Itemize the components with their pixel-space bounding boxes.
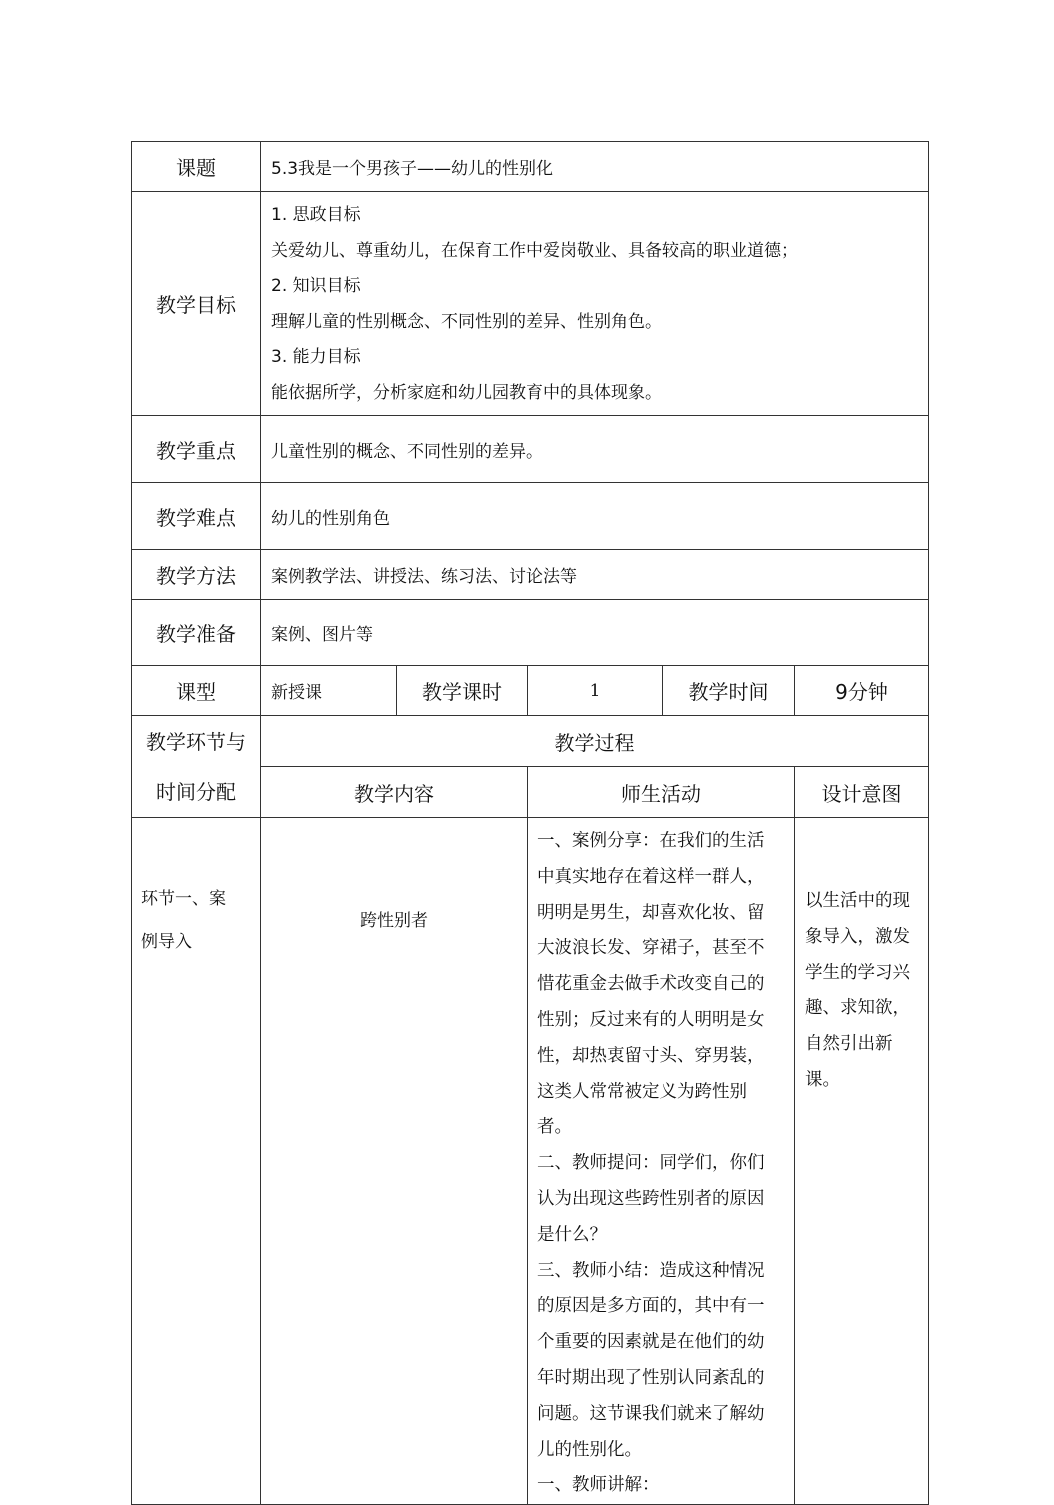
intent-line: 学生的学习兴 (805, 962, 910, 983)
course-info-row (132, 666, 929, 716)
content-header: 教学内容 (261, 767, 528, 818)
key-points-value: 儿童性别的概念、不同性别的差异。 (261, 416, 929, 483)
activity-line: 三、教师小结：造成这种情况 (537, 1260, 765, 1281)
preparation-label: 教学准备 (132, 600, 261, 666)
activity-line: 大波浪长发、穿裙子，甚至不 (537, 938, 765, 959)
activity-line: 这类人常常被定义为跨性别 (537, 1081, 747, 1102)
intent-line: 课。 (805, 1069, 840, 1090)
objective-text-2: 理解儿童的性别概念、不同性别的差异、性别角色。 (271, 311, 662, 332)
intent-line: 以生活中的现 (805, 891, 910, 911)
stage1-line-2: 例导入 (141, 932, 192, 952)
process-header: 教学过程 (261, 716, 929, 767)
methods-value: 案例教学法、讲授法、练习法、讨论法等 (261, 550, 929, 600)
lesson-plan-table (131, 141, 929, 1505)
activity-line: 年时期出现了性别认同紊乱的 (537, 1367, 765, 1388)
objectives-row (132, 192, 929, 416)
difficulties-label: 教学难点 (132, 483, 261, 550)
stage-header-line-1: 教学环节与 (146, 729, 246, 754)
activity-line: 个重要的因素就是在他们的幼 (537, 1332, 765, 1353)
activity-line: 惜花重金去做手术改变自己的 (537, 974, 765, 995)
topic-value: 5.3我是一个男孩子——幼儿的性别化 (261, 142, 929, 192)
activity-line: 一、案例分享：在我们的生活 (537, 831, 765, 851)
activity-header: 师生活动 (528, 767, 795, 818)
class-hours-value: 1 (528, 666, 663, 716)
teaching-time-label: 教学时间 (663, 666, 795, 716)
objectives-content (261, 192, 929, 416)
activity-line: 性别；反过来有的人明明是女 (537, 1009, 765, 1030)
objective-text-1: 关爱幼儿、尊重幼儿，在保育工作中爱岗敬业、具备较高的职业道德； (271, 240, 798, 261)
class-hours-label: 教学课时 (397, 666, 528, 716)
topic-row (132, 142, 929, 192)
course-type-value: 新授课 (261, 666, 397, 716)
course-type-label: 课型 (132, 666, 261, 716)
stage1-row (132, 818, 929, 1505)
difficulties-row (132, 483, 929, 550)
key-points-label: 教学重点 (132, 416, 261, 483)
stage1-name (132, 818, 261, 1505)
stage-time-header (132, 716, 261, 818)
activity-line: 认为出现这些跨性别者的原因 (537, 1188, 765, 1209)
topic-label: 课题 (132, 142, 261, 192)
activity-line: 明明是男生，却喜欢化妆、留 (537, 902, 765, 923)
methods-row (132, 550, 929, 600)
intent-header: 设计意图 (795, 767, 929, 818)
activity-line: 一、教师讲解： (537, 1475, 660, 1496)
intent-line: 象导入，激发 (805, 926, 910, 947)
activity-line: 的原因是多方面的，其中有一 (537, 1296, 765, 1317)
process-header-row (132, 716, 929, 767)
stage1-intent (795, 818, 929, 1505)
objective-heading-2: 2. 知识目标 (271, 276, 361, 296)
activity-line: 性，却热衷留寸头、穿男装， (537, 1045, 765, 1066)
activity-line: 者。 (537, 1117, 572, 1138)
difficulties-value: 幼儿的性别角色 (261, 483, 929, 550)
key-points-row (132, 416, 929, 483)
activity-line: 问题。这节课我们就来了解幼 (537, 1403, 765, 1424)
activity-line: 儿的性别化。 (537, 1439, 642, 1460)
objective-text-3: 能依据所学，分析家庭和幼儿园教育中的具体现象。 (271, 382, 662, 403)
stage-header-line-2: 时间分配 (156, 779, 236, 804)
stage1-line-1: 环节一、案 (141, 889, 226, 909)
intent-line: 趣、求知欲， (805, 998, 910, 1019)
activity-line: 是什么？ (537, 1224, 607, 1245)
objective-heading-3: 3. 能力目标 (271, 347, 361, 367)
preparation-value: 案例、图片等 (261, 600, 929, 666)
objective-heading-1: 1. 思政目标 (271, 205, 361, 225)
teaching-time-value: 9分钟 (795, 666, 929, 716)
activity-line: 二、教师提问：同学们，你们 (537, 1153, 765, 1174)
preparation-row (132, 600, 929, 666)
stage1-activity (528, 818, 795, 1505)
stage1-content: 跨性别者 (261, 818, 528, 1505)
methods-label: 教学方法 (132, 550, 261, 600)
objectives-label: 教学目标 (132, 192, 261, 416)
intent-line: 自然引出新 (805, 1034, 893, 1055)
activity-line: 中真实地存在着这样一群人， (537, 866, 765, 887)
